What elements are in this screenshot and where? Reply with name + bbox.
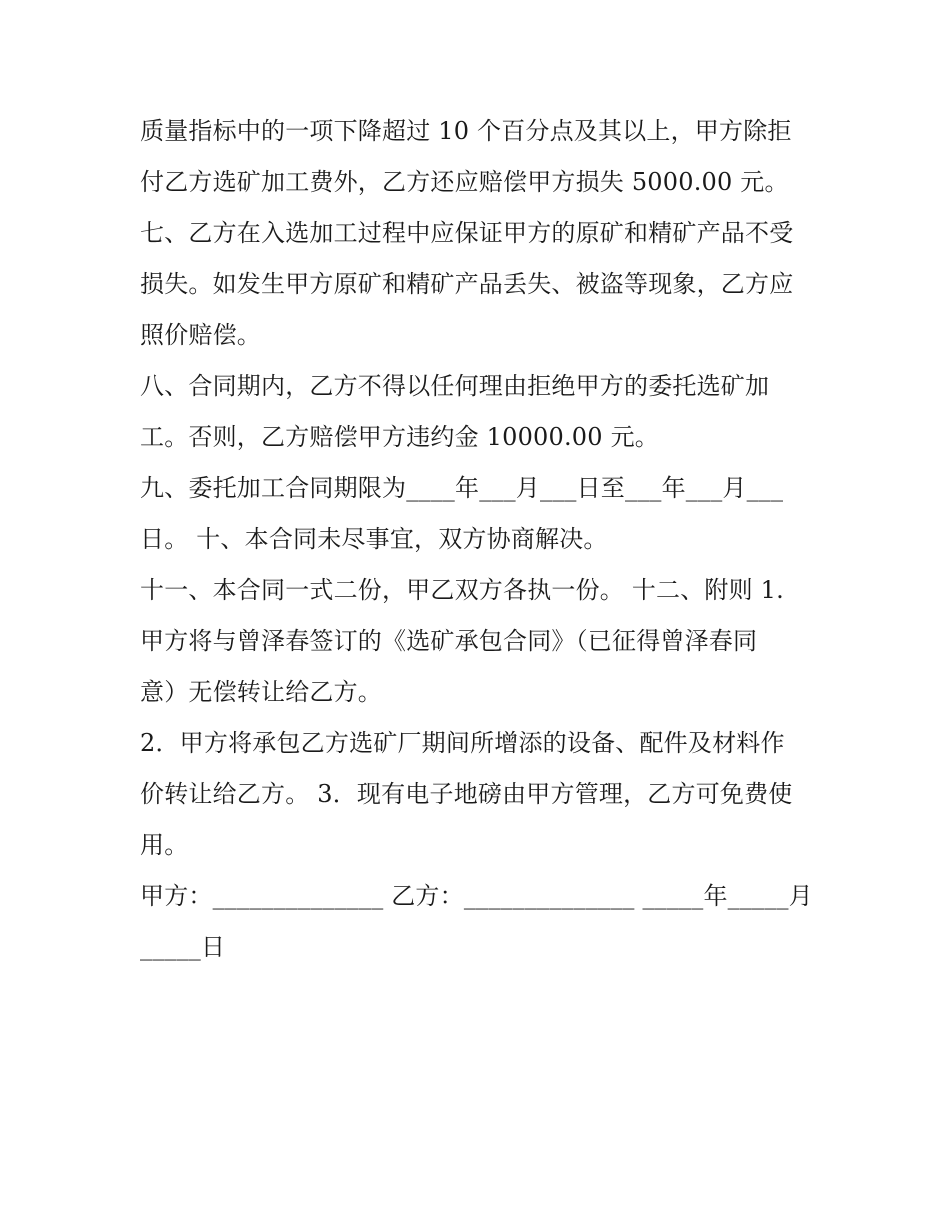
date-line: _____日 <box>140 933 226 961</box>
signature-line: 甲方：______________ 乙方：______________ _____年_____月 <box>140 882 813 910</box>
text-line: 损失。如发生甲方原矿和精矿产品丢失、被盗等现象，乙方应 <box>140 270 794 298</box>
text-line: 意）无偿转让给乙方。 <box>140 678 382 706</box>
clause-10-line: 日。 十、本合同未尽事宜，双方协商解决。 <box>140 525 608 553</box>
text-line: 甲方将与曾泽春签订的《选矿承包合同》（已征得曾泽春同 <box>140 627 758 655</box>
appendix-2-line: 2．甲方将承包乙方选矿厂期间所增添的设备、配件及材料作 <box>140 729 785 757</box>
contract-body <box>140 106 840 973</box>
text-line: 照价赔偿。 <box>140 321 261 349</box>
text-line: 付乙方选矿加工费外，乙方还应赔偿甲方损失 5000.00 元。 <box>140 168 789 196</box>
text-line: 用。 <box>140 831 189 859</box>
clause-7-line: 七、乙方在入选加工过程中应保证甲方的原矿和精矿产品不受 <box>140 219 794 247</box>
appendix-3-line: 价转让给乙方。 3．现有电子地磅由甲方管理，乙方可免费使 <box>140 780 793 808</box>
text-line: 工。否则，乙方赔偿甲方违约金 10000.00 元。 <box>140 423 659 451</box>
clause-11-line: 十一、本合同一式二份，甲乙双方各执一份。 十二、附则 1. <box>140 576 784 604</box>
clause-8-line: 八、合同期内，乙方不得以任何理由拒绝甲方的委托选矿加 <box>140 372 770 400</box>
clause-9-line: 九、委托加工合同期限为____年___月___日至___年___月___ <box>140 474 784 502</box>
text-line: 质量指标中的一项下降超过 10 个百分点及其以上，甲方除拒 <box>140 117 792 145</box>
